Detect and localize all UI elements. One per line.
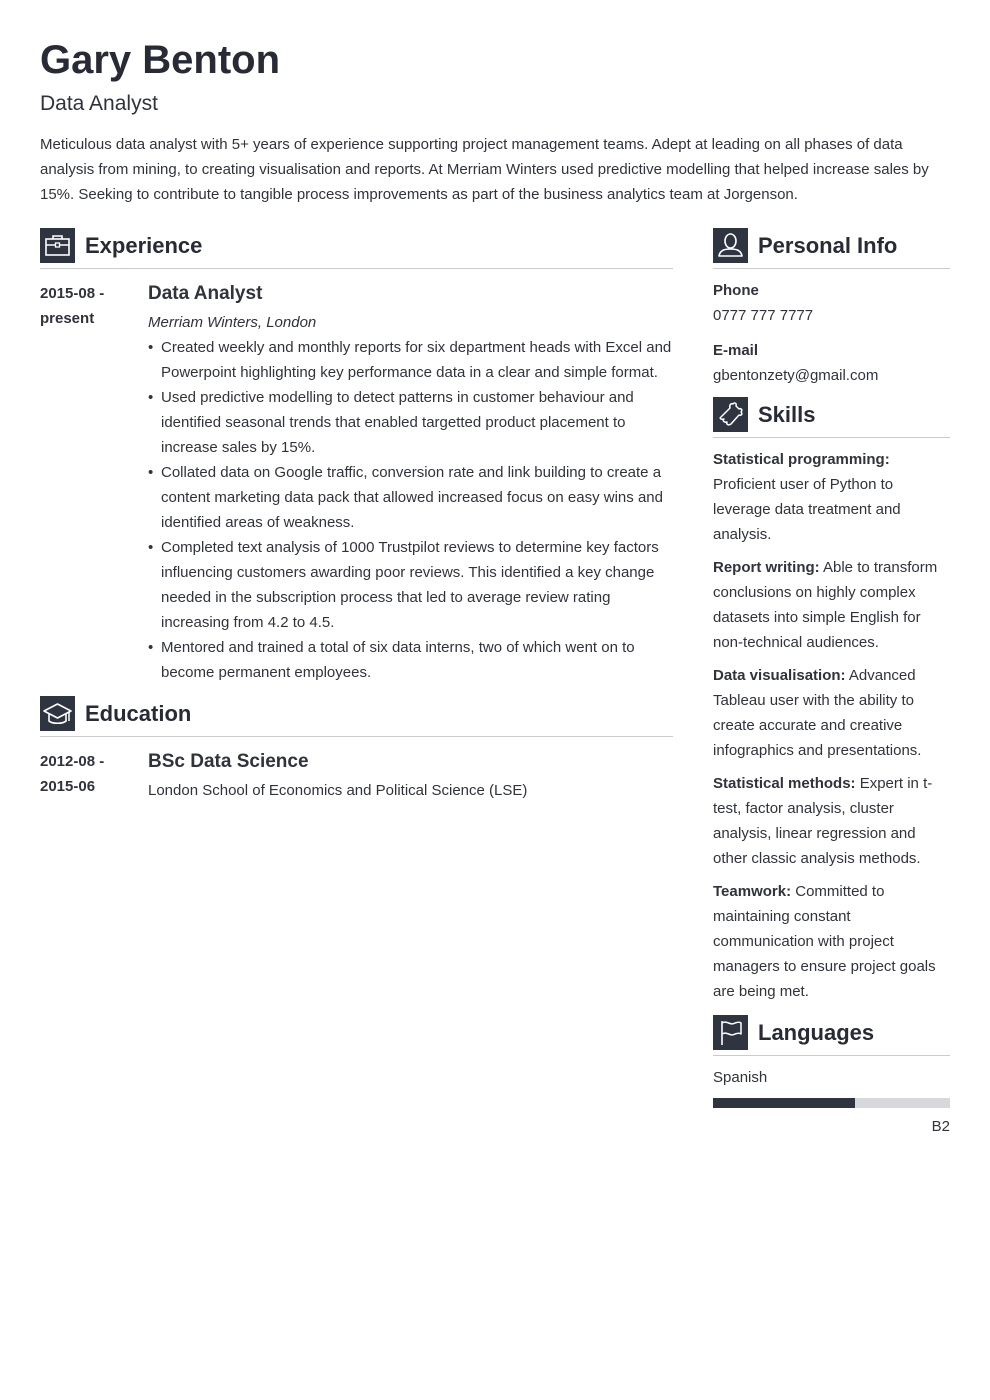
experience-date — [40, 281, 135, 331]
candidate-name: Gary Benton — [40, 38, 281, 82]
languages-section-header — [713, 1015, 950, 1056]
experience-date-end: present — [40, 310, 95, 327]
skill-item — [713, 447, 950, 547]
phone-value: 0777 777 7777 — [713, 307, 814, 324]
skill-description: Proficient user of Python to leverage data treatment and analysis. — [713, 476, 901, 543]
skill-description: Able to transform conclusions on highly complex datasets into simple English for non-technical audiences. — [713, 559, 938, 651]
education-title: Education — [85, 701, 192, 726]
skill-name: Teamwork: — [713, 883, 792, 900]
flag-icon — [713, 1015, 748, 1050]
skill-description: Expert in t-test, factor analysis, cluster analysis, linear regression and other classic analysis methods. — [713, 775, 933, 867]
skill-item — [713, 771, 950, 871]
skill-name: Statistical methods: — [713, 775, 856, 792]
skill-item — [713, 879, 950, 1004]
skill-description: Advanced Tableau user with the ability to create accurate and creative infographics and presentations. — [713, 667, 922, 759]
personal-info-title: Personal Info — [758, 233, 898, 258]
skill-name: Data visualisation: — [713, 667, 846, 684]
job-bullet: • Collated data on Google traffic, conversion rate and link building to create a content marketing data pack that allowed increased focus on easy wins and identified areas of weakness. — [148, 460, 673, 535]
language-level: B2 — [931, 1118, 950, 1135]
language-proficiency-fill — [713, 1098, 855, 1108]
education-date-start: 2012-08 - — [40, 753, 105, 770]
education-section-header — [40, 696, 673, 737]
graduation-cap-icon — [40, 696, 75, 731]
education-entry — [40, 749, 673, 809]
experience-entry — [40, 281, 673, 691]
languages-title: Languages — [758, 1020, 875, 1045]
education-school: London School of Economics and Political Science (LSE) — [148, 782, 528, 799]
skills-section-header — [713, 397, 950, 438]
job-bullet: • Mentored and trained a total of six data interns, two of which went on to become permanent employees. — [148, 635, 673, 685]
education-date-end: 2015-06 — [40, 778, 96, 795]
person-icon — [713, 228, 748, 263]
experience-title: Experience — [85, 233, 203, 258]
skill-name: Report writing: — [713, 559, 820, 576]
education-body — [148, 749, 673, 803]
language-proficiency-bar — [713, 1098, 950, 1108]
job-position: Data Analyst — [148, 283, 263, 304]
personal-info-section-header — [713, 228, 950, 269]
skill-name: Statistical programming: — [713, 451, 890, 468]
education-date — [40, 749, 135, 799]
skills-title: Skills — [758, 402, 816, 427]
personal-info-block — [713, 278, 950, 388]
briefcase-icon — [40, 228, 75, 263]
job-bullet: • Completed text analysis of 1000 Trustpilot reviews to determine key factors influencing customers awarding poor reviews. This identified a key change needed in the subscription process that led to average review rating increasing from 4.2 to 4.5. — [148, 535, 673, 635]
candidate-role: Data Analyst — [40, 92, 158, 115]
job-company: Merriam Winters, London — [148, 314, 317, 331]
skill-description: Committed to maintaining constant communication with project managers to ensure project goals are being met. — [713, 883, 936, 1000]
job-bullet-list — [148, 335, 673, 685]
puzzle-icon — [713, 397, 748, 432]
email-label: E-mail — [713, 342, 759, 359]
education-degree: BSc Data Science — [148, 751, 309, 772]
job-bullet: • Created weekly and monthly reports for six department heads with Excel and Powerpoint highlighting key performance data in a clear and simple format. — [148, 335, 673, 385]
experience-date-start: 2015-08 - — [40, 285, 105, 302]
skill-item — [713, 555, 950, 655]
job-bullet: • Used predictive modelling to detect patterns in customer behaviour and identified seasonal trends that enabled targetted product placement to increase sales by 15%. — [148, 385, 673, 460]
email-value: gbentonzety@gmail.com — [713, 367, 879, 384]
experience-section-header — [40, 228, 673, 269]
language-name: Spanish — [713, 1069, 768, 1086]
skills-list — [713, 447, 950, 1012]
phone-label: Phone — [713, 282, 759, 299]
experience-body — [148, 281, 673, 685]
skill-item — [713, 663, 950, 763]
summary-paragraph: Meticulous data analyst with 5+ years of experience supporting project management teams. Adept at leading on all phases of data analysis from mining, to creating visualisation and reports. At Merriam Winters used predictive modelling that helped increase sales by 15%. Seeking to contribute to tangible process improvements as part of the business analytics team at Jorgenson. — [40, 136, 929, 203]
